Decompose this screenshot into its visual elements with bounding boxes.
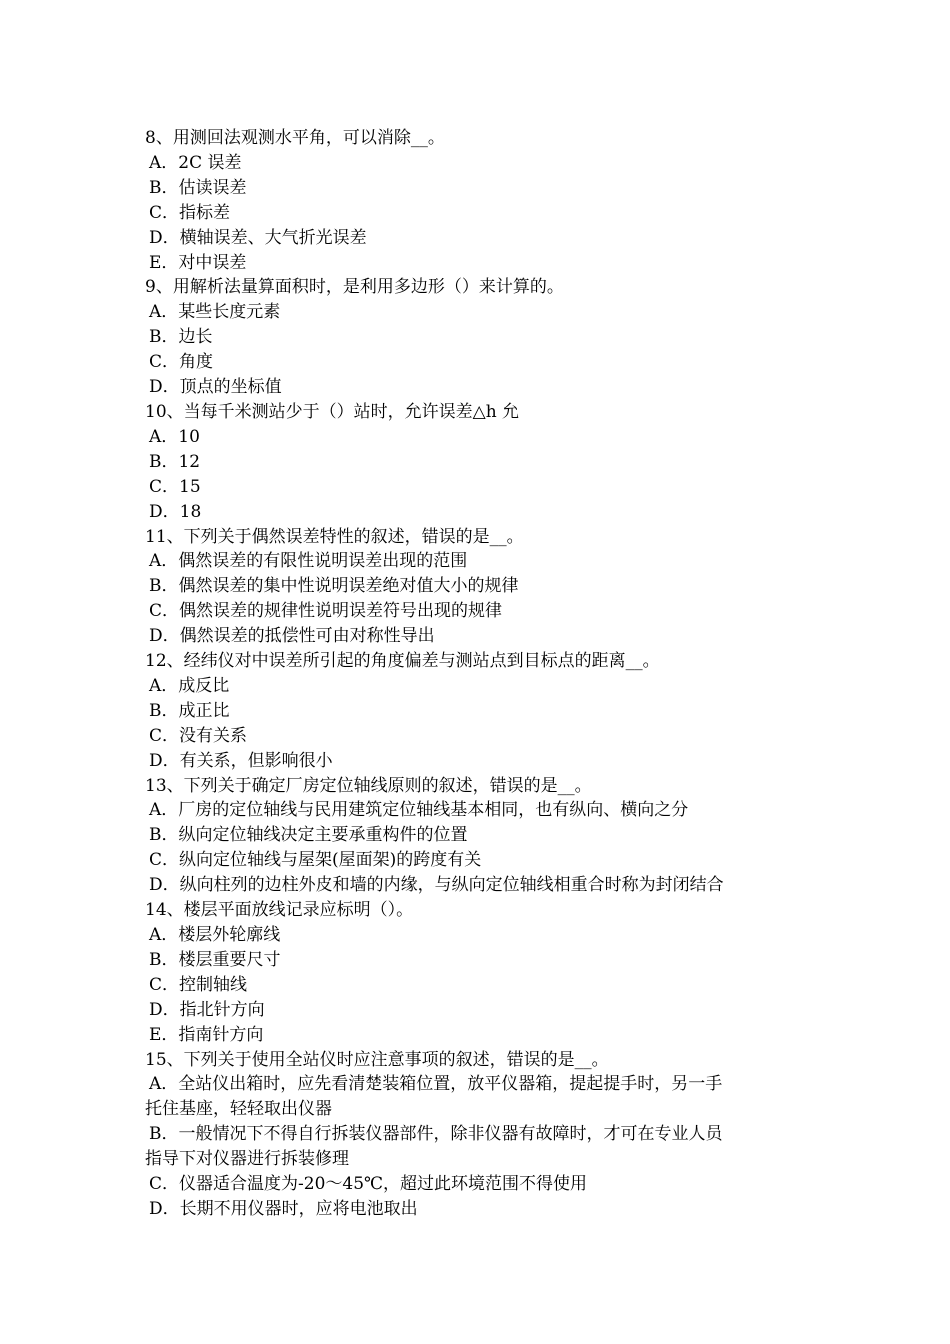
question-8-stem: 8、用测回法观测水平角，可以消除__。 — [145, 128, 445, 148]
question-8-option-c: C．指标差 — [149, 202, 231, 223]
question-13-option-b: B．纵向定位轴线决定主要承重构件的位置 — [149, 825, 468, 846]
question-15-option-a-line1: A．全站仪出箱时，应先看清楚装箱位置，放平仪器箱，提起提手时，另一手 — [149, 1074, 723, 1095]
question-14-option-a: A．楼层外轮廓线 — [149, 925, 281, 945]
question-10-option-c: C．15 — [149, 476, 201, 497]
question-12-stem: 12、经纬仪对中误差所引起的角度偏差与测站点到目标点的距离__。 — [145, 651, 660, 672]
question-14-stem: 14、楼层平面放线记录应标明（）。 — [145, 900, 414, 921]
question-13-stem: 13、下列关于确定厂房定位轴线原则的叙述，错误的是__。 — [145, 775, 592, 796]
question-11-stem: 11、下列关于偶然误差特性的叙述，错误的是__。 — [145, 526, 524, 547]
question-10-option-d: D．18 — [149, 501, 202, 522]
question-12-option-a: A．成反比 — [149, 675, 230, 696]
question-14-option-d: D．指北针方向 — [149, 999, 265, 1020]
question-9-option-c: C．角度 — [149, 352, 214, 373]
question-9-option-b: B．边长 — [149, 327, 213, 348]
question-11-option-a: A．偶然误差的有限性说明误差出现的范围 — [149, 551, 468, 572]
question-10-option-a: A．10 — [149, 426, 200, 447]
question-11-option-c: C．偶然误差的规律性说明误差符号出现的规律 — [149, 601, 503, 622]
question-14-option-c: C．控制轴线 — [149, 974, 248, 995]
document-page — [145, 126, 810, 1222]
question-12-option-d: D．有关系，但影响很小 — [149, 750, 333, 771]
question-12-option-b: B．成正比 — [149, 700, 230, 721]
question-11-option-b: B．偶然误差的集中性说明误差绝对值大小的规律 — [149, 576, 519, 597]
question-13-option-a: A．厂房的定位轴线与民用建筑定位轴线基本相同，也有纵向、横向之分 — [149, 800, 689, 821]
question-8-option-e: E．对中误差 — [149, 252, 247, 273]
question-10-stem: 10、当每千米测站少于（）站时，允许误差△h 允 — [145, 401, 520, 422]
question-9-option-a: A．某些长度元素 — [149, 302, 281, 323]
question-13-option-d: D．纵向柱列的边柱外皮和墙的内缘，与纵向定位轴线相重合时称为封闭结合 — [149, 875, 724, 896]
question-15-stem: 15、下列关于使用全站仪时应注意事项的叙述，错误的是__。 — [145, 1049, 609, 1070]
question-9-stem: 9、用解析法量算面积时，是利用多边形（）来计算的。 — [145, 277, 564, 298]
question-13-option-c: C．纵向定位轴线与屋架(屋面架)的跨度有关 — [149, 850, 482, 871]
question-11-option-d: D．偶然误差的抵偿性可由对称性导出 — [149, 626, 435, 647]
question-15-option-b-line1: B．一般情况下不得自行拆装仪器部件，除非仪器有故障时，才可在专业人员 — [149, 1124, 723, 1145]
question-9-option-d: D．顶点的坐标值 — [149, 377, 282, 398]
question-15-option-a — [145, 1072, 810, 1122]
question-8-option-a: A．2C 误差 — [149, 152, 242, 173]
question-8-option-b: B．估读误差 — [149, 177, 247, 198]
question-15-option-b-line2: 指导下对仪器进行拆装修理 — [145, 1149, 349, 1170]
question-15-option-a-line2: 托住基座，轻轻取出仪器 — [145, 1099, 332, 1120]
question-15-option-d: D．长期不用仪器时，应将电池取出 — [149, 1198, 418, 1219]
question-15-option-b — [145, 1122, 810, 1172]
question-15-option-c: C．仪器适合温度为-20～45℃，超过此环境范围不得使用 — [149, 1174, 588, 1195]
question-14-option-e: E．指南针方向 — [149, 1024, 264, 1045]
question-10-option-b: B．12 — [149, 451, 201, 472]
question-14-option-b: B．楼层重要尺寸 — [149, 949, 281, 970]
question-12-option-c: C．没有关系 — [149, 725, 248, 746]
question-8-option-d: D．横轴误差、大气折光误差 — [149, 227, 367, 248]
